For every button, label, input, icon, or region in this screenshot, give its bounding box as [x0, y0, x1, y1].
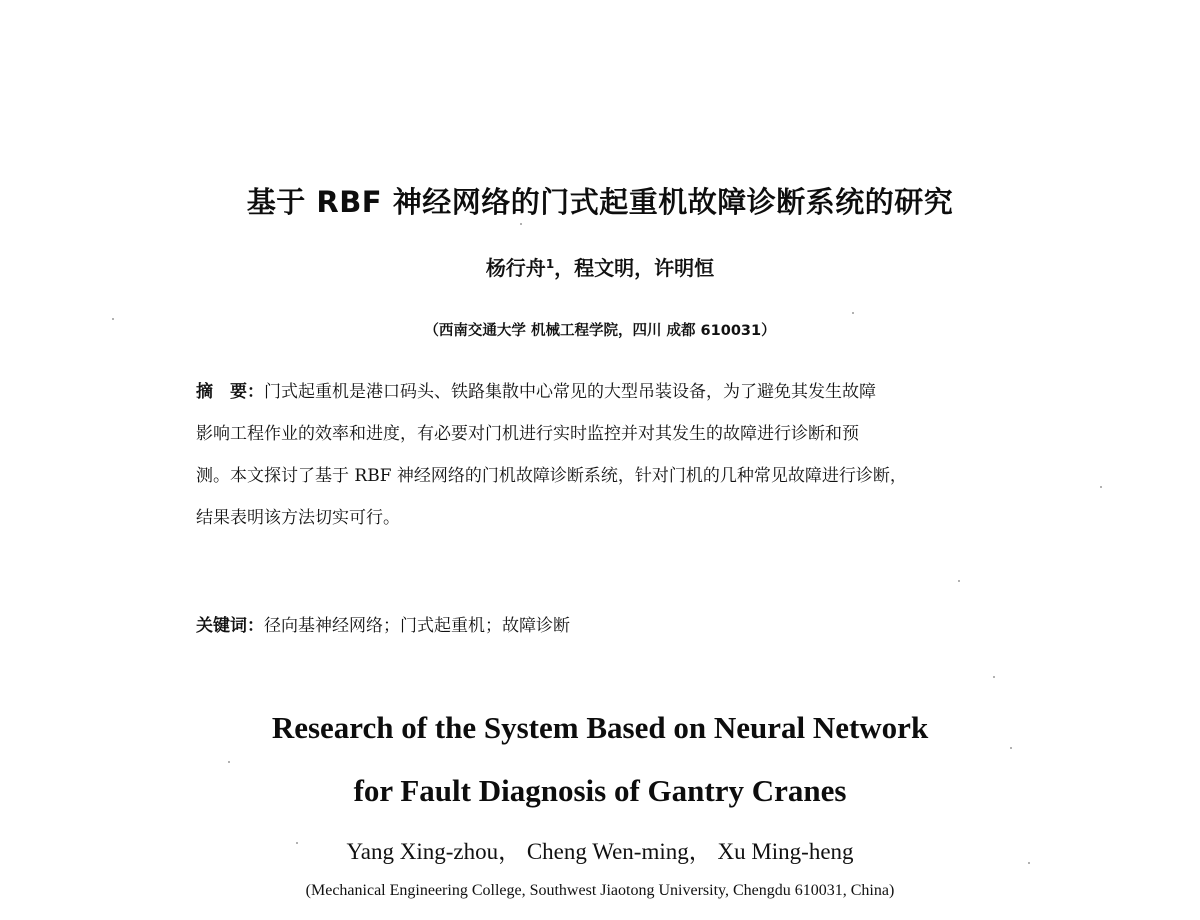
abstract-line: 结果表明该方法切实可行。: [196, 508, 400, 528]
scan-speck: [228, 761, 230, 763]
keywords-label: 关键词：: [196, 616, 264, 636]
scan-speck: [296, 842, 298, 844]
scan-speck: [1100, 486, 1102, 488]
english-title-line-2: for Fault Diagnosis of Gantry Cranes: [353, 773, 847, 808]
keywords-text: 径向基神经网络；门式起重机；故障诊断: [264, 616, 570, 636]
first-author: 杨行舟: [485, 256, 546, 280]
abstract-text: 门式起重机是港口码头、铁路集散中心常见的大型吊装设备，为了避免其发生故障: [264, 382, 876, 402]
co-authors: ，程文明，许明恒: [554, 256, 715, 280]
author-affiliation-marker: 1: [545, 257, 555, 271]
abstract-line: [196, 371, 1036, 413]
english-authors: Yang Xing-zhou， Cheng Wen-ming， Xu Ming-heng: [346, 839, 854, 864]
scan-speck: [1028, 862, 1030, 864]
abstract-line: 测。本文探讨了基于 RBF 神经网络的门机故障诊断系统，针对门机的几种常见故障进行诊断，: [196, 466, 907, 486]
scan-speck: [993, 676, 995, 678]
abstract-line: 影响工程作业的效率和进度，有必要对门机进行实时监控并对其发生的故障进行诊断和预: [196, 424, 859, 444]
scan-speck: [958, 580, 960, 582]
chinese-authors: [0, 252, 1200, 281]
chinese-title: 基于 RBF 神经网络的门式起重机故障诊断系统的研究: [246, 185, 954, 219]
scan-speck: [852, 312, 854, 314]
chinese-abstract: [196, 371, 1036, 539]
scan-speck: [1010, 747, 1012, 749]
chinese-affiliation: （西南交通大学 机械工程学院，四川 成都 610031）: [424, 323, 776, 339]
english-title-line-1: Research of the System Based on Neural Network: [271, 710, 929, 745]
chinese-keywords: [196, 611, 570, 636]
english-affiliation: (Mechanical Engineering College, Southwest Jiaotong University, Chengdu 610031, China): [305, 882, 895, 899]
scan-speck: [112, 318, 114, 320]
abstract-label: 摘 要：: [196, 382, 264, 402]
scan-speck: [520, 223, 522, 225]
